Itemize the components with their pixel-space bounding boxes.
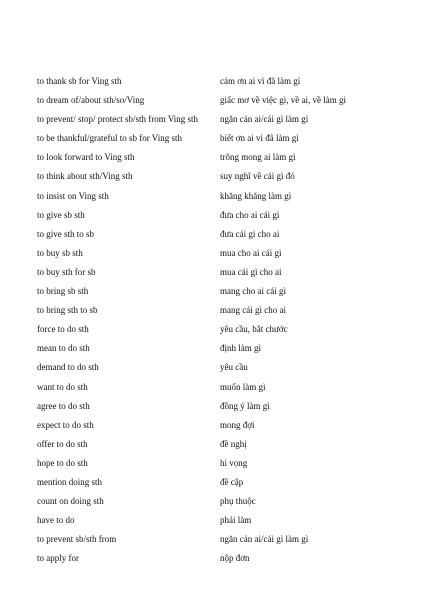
vietnamese-meaning: hi vọng (220, 457, 248, 468)
vocab-row (0, 358, 424, 377)
english-phrase: to dream of/about sth/so/Ving (37, 95, 145, 106)
vietnamese-meaning: định làm gì (220, 343, 261, 354)
vocab-row (0, 320, 424, 339)
vocab-row (0, 530, 424, 549)
vocab-row (0, 148, 424, 167)
vocab-row (0, 91, 424, 110)
english-phrase: to thank sb for Ving sth (37, 76, 122, 86)
english-phrase: offer to do sth (37, 438, 88, 449)
vocab-row (0, 129, 424, 148)
vietnamese-meaning: đề cập (220, 476, 244, 487)
vocab-row (0, 378, 424, 397)
english-phrase: agree to do sth (37, 400, 90, 411)
english-phrase: to apply for (37, 553, 79, 564)
english-phrase: to prevent/ stop/ protect sb/sth from Ving sth (37, 114, 199, 125)
vietnamese-meaning: mang cho ai cái gì (220, 286, 286, 297)
vietnamese-meaning: đưa cái gì cho ai (220, 228, 280, 239)
vietnamese-meaning: phải làm (220, 515, 252, 526)
vietnamese-meaning: mang cái gì cho ai (220, 305, 286, 316)
vietnamese-meaning: ngăn cản ai/cái gì làm gì (220, 114, 309, 125)
vietnamese-meaning: ngăn cản ai/cái gì làm gì (220, 534, 309, 545)
english-phrase: to think about sth/Ving sth (37, 171, 133, 182)
vietnamese-meaning: đề nghị (220, 438, 247, 449)
vietnamese-meaning: đưa cho ai cái gì (220, 209, 280, 220)
vocab-row (0, 435, 424, 454)
vietnamese-meaning: cám ơn ai vì đã làm gì (220, 76, 301, 86)
vocab-row (0, 282, 424, 301)
vocab-row (0, 110, 424, 129)
vocab-row (0, 187, 424, 206)
english-phrase: want to do sth (37, 381, 88, 392)
vocab-row (0, 301, 424, 320)
english-phrase: hope to do sth (37, 457, 88, 468)
english-phrase: expect to do sth (37, 419, 94, 430)
vietnamese-meaning: nộp đơn (220, 553, 250, 564)
vietnamese-meaning: mua cho ai cái gì (220, 247, 282, 258)
vocab-row (0, 206, 424, 225)
english-phrase: to be thankful/grateful to sb for Ving sth (37, 133, 183, 144)
vietnamese-meaning: phụ thuộc (220, 496, 256, 507)
english-phrase: mention doing sth (37, 476, 102, 487)
vietnamese-meaning: biết ơn ai vì đã làm gì (220, 133, 299, 144)
vocab-row (0, 72, 424, 91)
vocab-row (0, 416, 424, 435)
vocab-row (0, 454, 424, 473)
english-phrase: to give sb sth (37, 209, 85, 220)
vietnamese-meaning: muốn làm gì (220, 381, 266, 392)
english-phrase: force to do sth (37, 324, 89, 335)
english-phrase: to buy sb sth (37, 247, 83, 258)
vocabulary-list (0, 72, 424, 568)
english-phrase: have to do (37, 515, 75, 526)
english-phrase: to buy sth for sb (37, 266, 96, 277)
vocab-row (0, 225, 424, 244)
english-phrase: demand to do sth (37, 362, 99, 373)
english-phrase: mean to do sth (37, 343, 90, 354)
vocab-row (0, 473, 424, 492)
vocab-row (0, 167, 424, 186)
vietnamese-meaning: suy nghĩ về cái gì đó (220, 171, 295, 182)
vocab-row (0, 492, 424, 511)
vietnamese-meaning: yêu cầu, bắt chước (220, 324, 288, 335)
english-phrase: to give sth to sb (37, 228, 95, 239)
vietnamese-meaning: giấc mơ về việc gì, về ai, về làm gì (220, 95, 346, 106)
vietnamese-meaning: yêu cầu (220, 362, 248, 373)
vietnamese-meaning: mua cái gì cho ai (220, 266, 282, 277)
english-phrase: to bring sb sth (37, 286, 89, 297)
english-phrase: to prevent sb/sth from (37, 534, 117, 545)
vietnamese-meaning: mong đợi (220, 419, 255, 430)
vietnamese-meaning: trông mong ai làm gì (220, 152, 296, 163)
vietnamese-meaning: đồng ý làm gì (220, 400, 270, 411)
vocab-row (0, 339, 424, 358)
vocab-row (0, 244, 424, 263)
english-phrase: to bring sth to sb (37, 305, 98, 316)
vocab-row (0, 397, 424, 416)
vocab-row (0, 263, 424, 282)
vocab-row (0, 511, 424, 530)
vietnamese-meaning: khăng khăng làm gì (220, 190, 292, 201)
english-phrase: to look forward to Ving sth (37, 152, 135, 163)
vocab-row (0, 549, 424, 568)
english-phrase: count on doing sth (37, 496, 104, 507)
english-phrase: to insist on Ving sth (37, 190, 109, 201)
